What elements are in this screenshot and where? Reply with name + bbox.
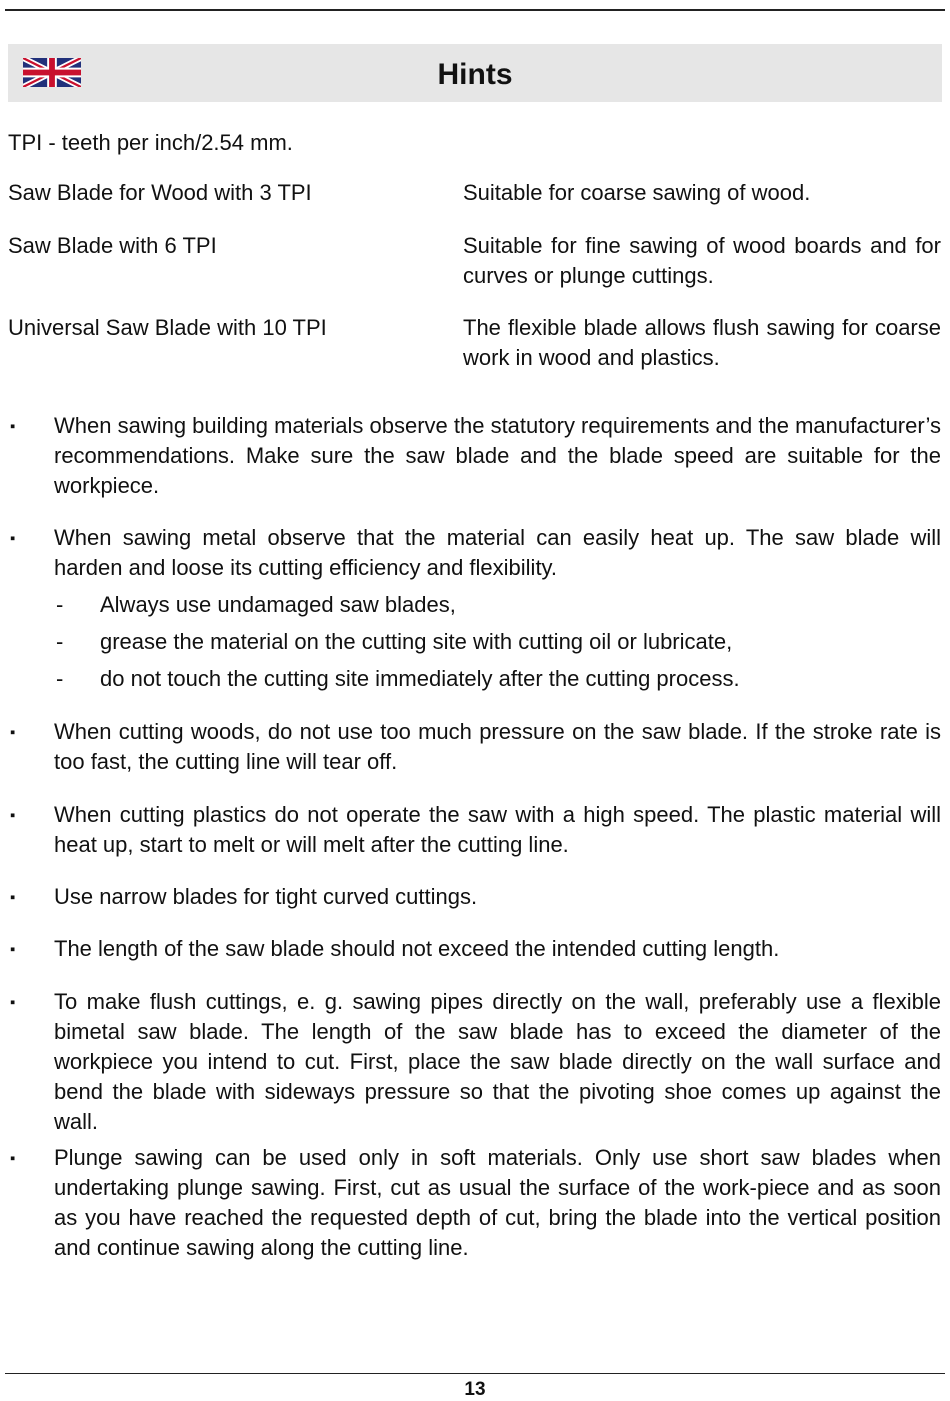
hint-item: When sawing building materials observe the statutory requirements and the manufacturer’s recommendations. Make sure the saw blade and the blade speed are suitable for the workpiece. [54,413,941,498]
blade-name: Universal Saw Blade with 10 TPI [8,315,327,340]
dash-icon: - [56,666,64,691]
hint-item: To make flush cuttings, e. g. sawing pipes directly on the wall, preferably use a flexible bimetal saw blade. The length of the saw blade has to exceed the diameter of the workpiece you intend to cut. First, place the saw blade directly on the wall surface and bend the blade with sideways pressure so that the pivoting shoe comes up against the wall. [54,989,941,1134]
top-rule [5,9,945,11]
blade-description: The flexible blade allows flush sawing for coarse work in wood and plastics. [463,315,941,370]
hint-item: Plunge sawing can be used only in soft materials. Only use short saw blades when undertaking plunge sawing. First, cut as usual the surface of the work-piece and as soon as you have reached the requested depth of cut, bring the blade into the vertical position and continue sawing along the cutting line. [54,1145,941,1260]
bullet-icon: ▪ [10,1150,16,1167]
bullet-icon: ▪ [10,530,16,547]
blade-description: Suitable for fine sawing of wood boards and for curves or plunge cuttings. [463,233,941,288]
hint-item: When sawing metal observe that the material can easily heat up. The saw blade will harden and loose its cutting efficiency and flexibility. [54,525,941,580]
page-number: 13 [464,1379,486,1400]
page-title: Hints [437,58,513,91]
bullet-icon: ▪ [10,994,16,1011]
sub-item: Always use undamaged saw blades, [100,592,456,617]
sub-item: grease the material on the cutting site with cutting oil or lubricate, [100,629,733,654]
section-header [8,44,942,102]
blade-description: Suitable for coarse sawing of wood. [463,180,811,205]
bullet-icon: ▪ [10,941,16,958]
blade-name: Saw Blade with 6 TPI [8,233,217,258]
sub-item: do not touch the cutting site immediately after the cutting process. [100,666,740,691]
bottom-rule [5,1373,945,1374]
hint-item: The length of the saw blade should not exceed the intended cutting length. [54,936,780,961]
dash-icon: - [56,592,64,617]
hint-item: When cutting woods, do not use too much pressure on the saw blade. If the stroke rate is too fast, the cutting line will tear off. [54,719,941,774]
bullet-icon: ▪ [10,889,16,906]
hint-item: Use narrow blades for tight curved cuttings. [54,884,478,909]
tpi-note: TPI - teeth per inch/2.54 mm. [8,130,293,155]
bullet-icon: ▪ [10,418,16,435]
dash-icon: - [56,629,64,654]
hint-item: When cutting plastics do not operate the saw with a high speed. The plastic material will heat up, start to melt or will melt after the cutting line. [54,802,941,857]
blade-name: Saw Blade for Wood with 3 TPI [8,180,312,205]
bullet-icon: ▪ [10,724,16,741]
bullet-icon: ▪ [10,807,16,824]
